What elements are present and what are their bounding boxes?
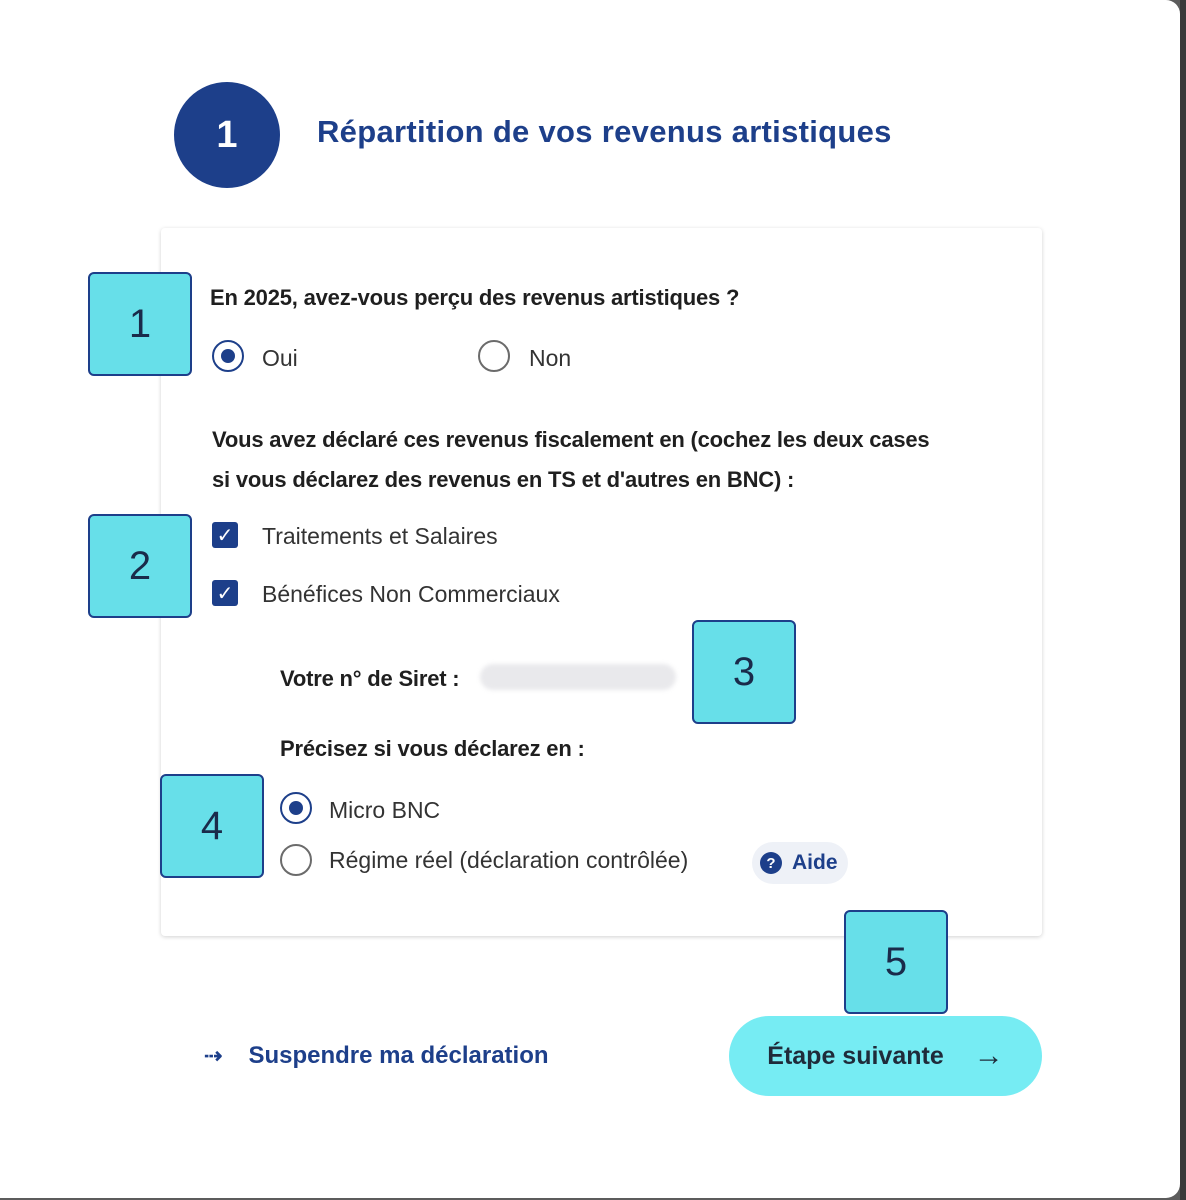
- annotation-marker-2: 2: [88, 514, 192, 618]
- siret-label: Votre n° de Siret :: [280, 666, 460, 691]
- page-title: Répartition de vos revenus artistiques: [317, 114, 892, 149]
- radio-regime-reel[interactable]: [280, 844, 312, 876]
- check-icon: ✓: [216, 524, 234, 547]
- suspend-declaration-link[interactable]: [204, 1036, 549, 1076]
- radio-micro-bnc-label[interactable]: Micro BNC: [329, 797, 441, 823]
- suspend-label: Suspendre ma déclaration: [248, 1042, 549, 1069]
- checkbox-benefices-non-commerciaux-label[interactable]: Bénéfices Non Commerciaux: [262, 581, 560, 607]
- radio-oui-label[interactable]: Oui: [262, 345, 298, 371]
- next-step-button[interactable]: [729, 1016, 1042, 1096]
- annotation-marker-4: 4: [160, 774, 264, 878]
- siret-value-redacted: [480, 664, 676, 690]
- window-edge: [1180, 0, 1186, 1200]
- radio-micro-bnc[interactable]: [280, 792, 312, 824]
- question-regime: Précisez si vous déclarez en :: [280, 736, 585, 761]
- help-button[interactable]: [752, 842, 848, 884]
- checkbox-traitements-salaires-label[interactable]: Traitements et Salaires: [262, 523, 498, 549]
- check-icon: ✓: [216, 582, 234, 605]
- annotation-marker-3: 3: [692, 620, 796, 724]
- radio-regime-reel-label[interactable]: Régime réel (déclaration contrôlée): [329, 847, 689, 873]
- radio-non-label[interactable]: Non: [529, 345, 572, 371]
- annotation-marker-1: 1: [88, 272, 192, 376]
- checkbox-traitements-salaires[interactable]: [212, 522, 238, 548]
- radio-selected-dot: [221, 349, 235, 363]
- radio-oui[interactable]: [212, 340, 244, 372]
- exit-arrow-icon: ⇢: [204, 1043, 223, 1068]
- next-step-label: Étape suivante: [767, 1041, 944, 1070]
- annotation-marker-5: 5: [844, 910, 948, 1014]
- step-number-badge: 1: [174, 82, 280, 188]
- help-label: Aide: [792, 851, 838, 874]
- question-artistic-income: En 2025, avez-vous perçu des revenus artistiques ?: [210, 285, 740, 310]
- checkbox-benefices-non-commerciaux[interactable]: [212, 580, 238, 606]
- question-fiscal-line2: si vous déclarez des revenus en TS et d'autres en BNC) :: [212, 467, 795, 492]
- question-icon: ?: [760, 852, 782, 874]
- radio-selected-dot: [289, 801, 303, 815]
- radio-non[interactable]: [478, 340, 510, 372]
- arrow-right-icon: →: [973, 1039, 1004, 1072]
- question-fiscal-line1: Vous avez déclaré ces revenus fiscalement en (cochez les deux cases: [212, 427, 930, 452]
